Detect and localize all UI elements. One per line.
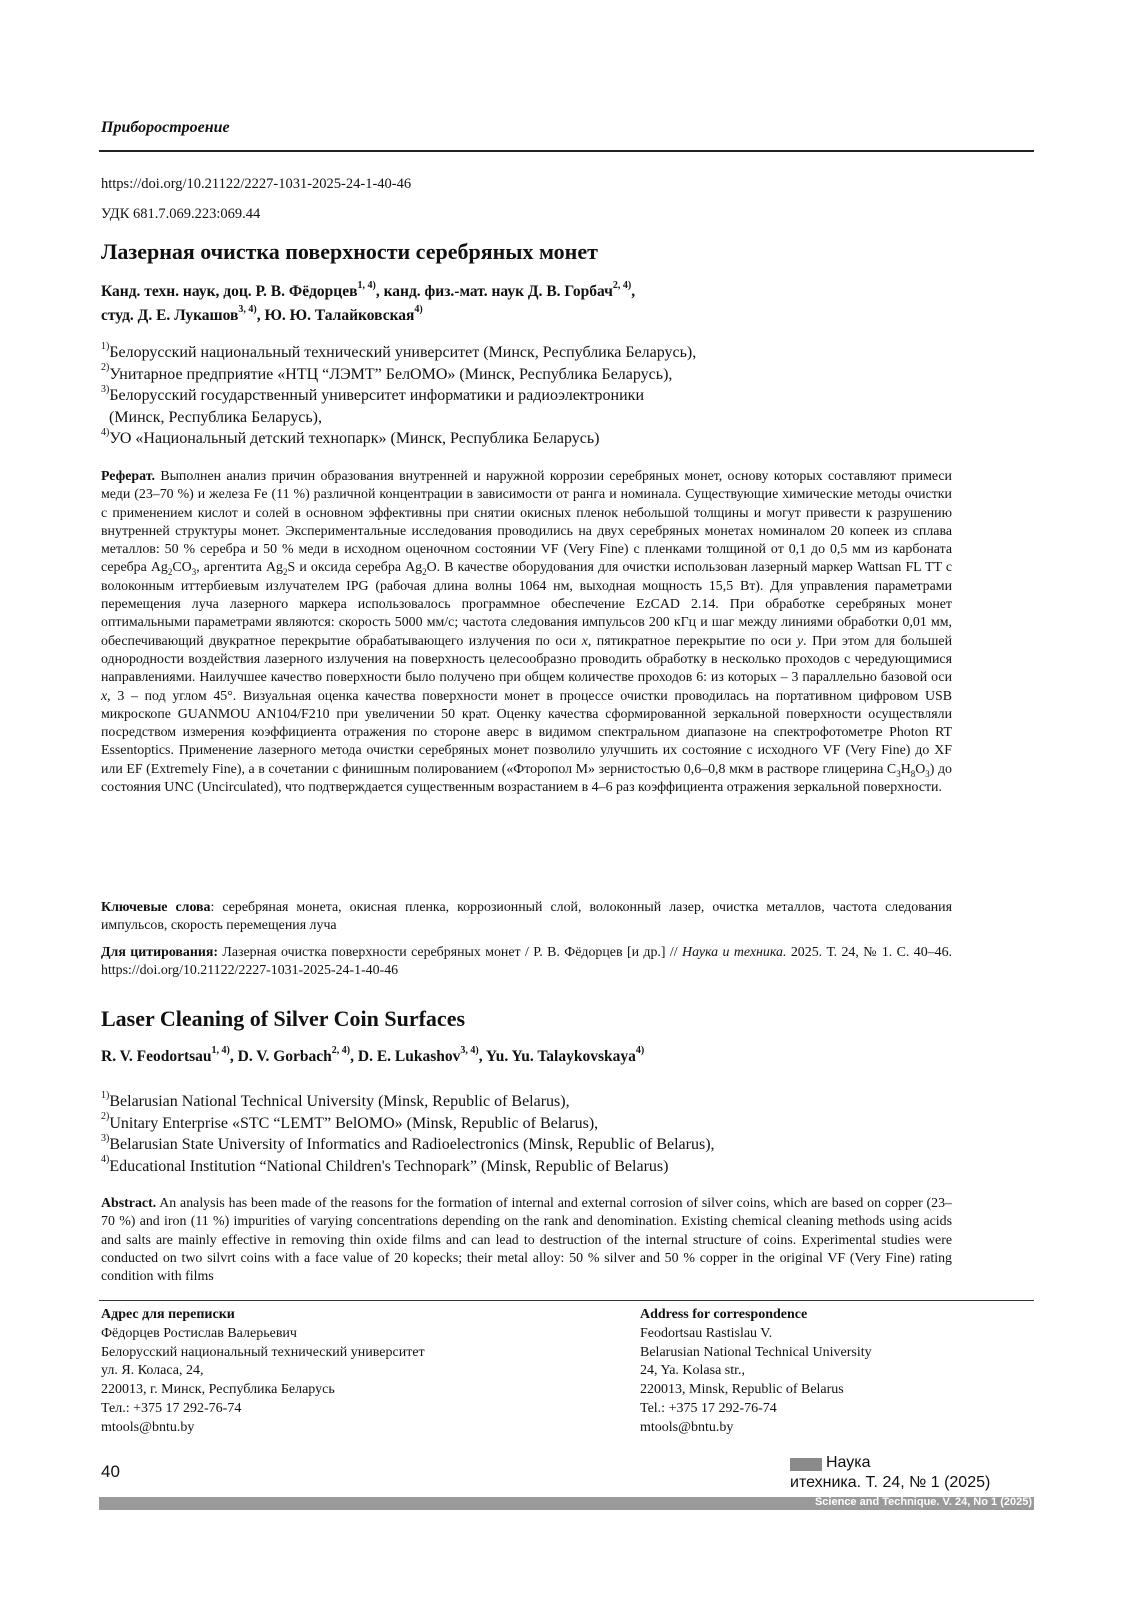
correspondence-heading: Address for correspondence bbox=[640, 1307, 808, 1322]
authors-ru bbox=[101, 280, 635, 328]
affiliation-item bbox=[101, 428, 696, 450]
affiliation-item bbox=[101, 364, 696, 386]
author-separator: , bbox=[631, 283, 636, 300]
math-var: y bbox=[796, 633, 804, 649]
subscript: 3 bbox=[191, 567, 197, 578]
abstract-text: O bbox=[915, 761, 926, 777]
abstract-text: , пятикратное перекрытие по оси bbox=[587, 633, 797, 649]
abstract-ru bbox=[101, 468, 952, 797]
affiliation-item bbox=[101, 1156, 715, 1178]
correspondence-line: 220013, г. Минск, Республика Беларусь bbox=[101, 1382, 335, 1398]
title-ru: Лазерная очистка поверхности серебряных монет bbox=[101, 239, 598, 264]
abstract-text: ) до состояния UNC (Uncirculated), что подтверждается существенным возрастанием в 4–6 раз коэффициента отражения зеркальной поверхности. bbox=[101, 761, 952, 796]
affiliation-item bbox=[101, 1134, 715, 1156]
correspondence-line: ул. Я. Коласа, 24, bbox=[101, 1363, 204, 1379]
author-affil-sup: 1, 4) bbox=[211, 1044, 230, 1056]
correspondence-line: Feodortsau Rastislau V. bbox=[640, 1325, 773, 1341]
affiliation-text: Белорусский национальный технический университет (Минск, Республика Беларусь), bbox=[109, 344, 697, 361]
affiliation-sup: 4) bbox=[101, 1154, 110, 1166]
abstract-text: CO bbox=[172, 560, 192, 576]
affiliation-sup: 4) bbox=[101, 426, 110, 438]
subscript: 3 bbox=[896, 768, 901, 779]
citation-tail: 2025. Т. 24, № 1. С. 40–46. https://doi.org/10.21122/2227-1031-2025-24-1-40-46 bbox=[101, 945, 953, 979]
citation-journal: Наука и техника. bbox=[682, 945, 787, 960]
author-name: , канд. физ.-мат. наук Д. В. Горбач bbox=[375, 283, 613, 300]
correspondence-line: Фёдорцев Ростислав Валерьевич bbox=[101, 1325, 297, 1341]
correspondence-heading: Адрес для переписки bbox=[101, 1307, 235, 1322]
author-name: , Ю. Ю. Талайковская bbox=[256, 307, 415, 324]
abstract-text: , аргентита Ag bbox=[196, 560, 284, 576]
abstract-label: Реферат. bbox=[101, 469, 155, 484]
correspondence-line: Тел.: +375 17 292-76-74 bbox=[101, 1400, 242, 1416]
correspondence-rule bbox=[99, 1300, 1034, 1301]
author-name: Канд. техн. наук, доц. Р. В. Фёдорцев bbox=[101, 283, 358, 300]
author-name: , Yu. Yu. Talaykovskaya bbox=[478, 1048, 636, 1065]
affiliation-text: Белорусский государственный университет информатики и радиоэлектроники bbox=[109, 387, 645, 404]
citation-text: Лазерная очистка поверхности серебряных монет / Р. В. Фёдорцев [и др.] // bbox=[218, 945, 683, 960]
affiliation-sup: 3) bbox=[101, 383, 110, 395]
affiliation-text: Educational Institution “National Children's Technopark” (Minsk, Republic of Belarus) bbox=[109, 1157, 669, 1175]
author-affil-sup: 3, 4) bbox=[460, 1044, 479, 1056]
affiliation-text: (Минск, Республика Беларусь), bbox=[109, 408, 323, 426]
authors-ru-line1 bbox=[101, 280, 635, 304]
authors-en bbox=[101, 1044, 645, 1066]
abstract-text: . При этом для большей однородности воздействия лазерного излучения на поверхность целесообразно проводить обработку в несколько проходов с чередующимися направлениями. Наилучшее качество поверхности было получено при общем количестве проходов 6: из которых – 3 параллельно базовой оси bbox=[101, 633, 952, 686]
abstract-text: Выполнен анализ причин образования внутренней и наружной коррозии серебряных монет, основу которых составляют примеси меди (23–70 %) и железа Fe (11 %) различной концентрации в зависимости от ранга и номинала. Существующие химические методы очистки с применением кислот и солей в основном эффективны при снятии окисных пленок небольшой толщины и могут привести к разрушению внутренней структуры монет. Экспериментальные исследования проводились на двух серебряных монетах номиналом 20 копеек из сплава металлов: 50 % серебра и 50 % меди в исходном оценочном состоянии VF (Very Fine) с пленками толщиной от 0,1 до 0,5 мм из карбоната серебра Ag bbox=[101, 469, 952, 576]
math-var: x bbox=[101, 688, 108, 704]
affiliation-sup: 1) bbox=[101, 1089, 110, 1101]
abstract-en bbox=[101, 1195, 952, 1286]
correspondence-line: Tel.: +375 17 292-76-74 bbox=[640, 1400, 777, 1416]
citation-label: Для цитирования: bbox=[101, 945, 219, 960]
affiliations-en bbox=[101, 1091, 715, 1177]
abstract-text: , 3 – под углом 45°. Визуальная оценка качества поверхности монет в процессе очистки проводилась на портативном цифровом USB микроскопе GUANMOU AN104/F210 при увеличении 50 крат. Оценку качества сформированной зеркальной поверхности осуществляли посредством измерения коэффициента отражения по стороне аверс в видимом спектральном диапазоне на спектрофотометре Photon RT Essentoptics. Применение лазерного метода очистки серебряных монет позволило улучшить их состояние с исходного VF (Very Fine) до XF или EF (Extremely Fine), а в сочетании с финишным полированием («Фторопол М» зернистостью 0,6–0,8 мкм в растворе глицерина C bbox=[101, 688, 952, 777]
math-var: x bbox=[581, 633, 588, 649]
title-en: Laser Cleaning of Silver Coin Surfaces bbox=[101, 1006, 466, 1031]
affiliation-text: УО «Национальный детский технопарк» (Минск, Республика Беларусь) bbox=[109, 430, 600, 447]
section-label: Приборостроение bbox=[101, 119, 230, 136]
keywords-text: : серебряная монета, окисная пленка, коррозионный слой, волоконный лазер, очистка металлов, частота следования импульсов, скорость перемещения луча bbox=[101, 900, 952, 934]
affiliation-text: Belarusian National Technical University (Minsk, Republic of Belarus), bbox=[109, 1093, 570, 1110]
header-rule bbox=[99, 150, 1034, 152]
subscript: 2 bbox=[167, 567, 173, 578]
affiliation-text: Unitary Enterprise «STC “LEMT” BelOMO» (Minsk, Republic of Belarus), bbox=[109, 1114, 599, 1132]
author-affil-sup: 1, 4) bbox=[357, 279, 376, 291]
abstract-text: O. В качестве оборудования для очистки использован лазерный маркер Wattsan FL TT с волоконным иттербиевым излучателем IPG (рабочая длина волны 1064 нм, выходная мощность 15,5 Вт). Для управления параметрами перемещения луча лазерного маркера использовалось программное обеспечение EzCAD 2.14. При обработке серебряных монет оптимальными параметрами являются: скорость 5000 мм/с; частота следования импульсов 200 кГц и шаг между линиями обработки 0,01 мм, обеспечивающий двукратное перекрытие обрабатывающего излучения по оси bbox=[101, 560, 953, 649]
keywords-ru bbox=[101, 899, 952, 936]
authors-ru-line2 bbox=[101, 304, 635, 328]
author-affil-sup: 4) bbox=[635, 1044, 645, 1056]
correspondence-email[interactable]: mtools@bntu.by bbox=[640, 1419, 734, 1435]
keywords-label: Ключевые слова bbox=[101, 900, 211, 915]
subscript: 2 bbox=[422, 567, 427, 578]
affiliation-item bbox=[101, 1091, 715, 1113]
correspondence-line: 24, Ya. Kolasa str., bbox=[640, 1363, 746, 1379]
correspondence-en bbox=[640, 1306, 872, 1438]
author-name: R. V. Feodortsau bbox=[101, 1048, 212, 1065]
affiliation-item bbox=[101, 385, 696, 407]
subscript: 2 bbox=[283, 567, 288, 578]
journal-name-ru: Наука bbox=[826, 1454, 871, 1471]
correspondence-line: Белорусский национальный технический университет bbox=[101, 1344, 425, 1360]
correspondence-line: Belarusian National Technical University bbox=[640, 1344, 872, 1360]
correspondence-ru bbox=[101, 1306, 425, 1438]
journal-logo-box bbox=[790, 1458, 822, 1471]
affiliation-sup: 1) bbox=[101, 340, 110, 352]
affiliation-sup: 2) bbox=[101, 362, 110, 374]
affiliations-ru bbox=[101, 342, 696, 450]
citation-ru bbox=[101, 944, 952, 981]
page-number: 40 bbox=[101, 1462, 120, 1481]
author-name: студ. Д. Е. Лукашов bbox=[101, 307, 239, 324]
udk-code: УДК 681.7.069.223:069.44 bbox=[101, 206, 261, 222]
author-affil-sup: 4) bbox=[414, 303, 423, 315]
abstract-text: H bbox=[900, 761, 911, 777]
author-affil-sup: 2, 4) bbox=[331, 1044, 351, 1056]
subscript: 3 bbox=[925, 768, 930, 779]
correspondence-line: 220013, Minsk, Republic of Belarus bbox=[640, 1382, 844, 1398]
affiliation-item bbox=[101, 342, 696, 364]
affiliation-item bbox=[101, 1113, 715, 1135]
affiliation-sup: 3) bbox=[101, 1132, 110, 1144]
affiliation-sup: 2) bbox=[101, 1111, 110, 1123]
abstract-text: An analysis has been made of the reasons for the formation of internal and external corrosion of silver coins, which are based on copper (23–70 %) and iron (11 %) impurities of varying concentrations depending on the rank and denomination. Existing chemical cleaning methods using acids and salts are mainly effective in removing thin oxide films and can lead to destruction of the internal structure of coins. Experimental studies were conducted on two silvrt coins with a face value of 20 kopecks; their metal alloy: 50 % silver and 50 % copper in the original VF (Very Fine) rating condition with films bbox=[101, 1196, 952, 1285]
doi-link[interactable]: https://doi.org/10.21122/2227-1031-2025-24-1-40-46 bbox=[101, 176, 412, 192]
affiliation-text: Унитарное предприятие «НТЦ “ЛЭМТ” БелОМО» (Минск, Республика Беларусь), bbox=[109, 365, 673, 383]
author-affil-sup: 3, 4) bbox=[238, 303, 257, 315]
author-affil-sup: 2, 4) bbox=[612, 279, 632, 291]
author-name: , D. E. Lukashov bbox=[350, 1048, 461, 1065]
abstract-label: Abstract. bbox=[101, 1196, 157, 1211]
affiliation-item bbox=[101, 407, 696, 429]
journal-issue-ru: итехника. Т. 24, № 1 (2025) bbox=[790, 1474, 991, 1491]
abstract-text: S и оксида серебра Ag bbox=[287, 560, 423, 576]
correspondence-email[interactable]: mtools@bntu.by bbox=[101, 1419, 195, 1435]
subscript: 8 bbox=[910, 768, 916, 779]
author-name: , D. V. Gorbach bbox=[229, 1048, 332, 1065]
journal-issue-en: Science and Technique. V. 24, No 1 (2025) bbox=[814, 1496, 1032, 1508]
affiliation-text: Belarusian State University of Informatics and Radioelectronics (Minsk, Republic of Belarus), bbox=[109, 1136, 715, 1153]
